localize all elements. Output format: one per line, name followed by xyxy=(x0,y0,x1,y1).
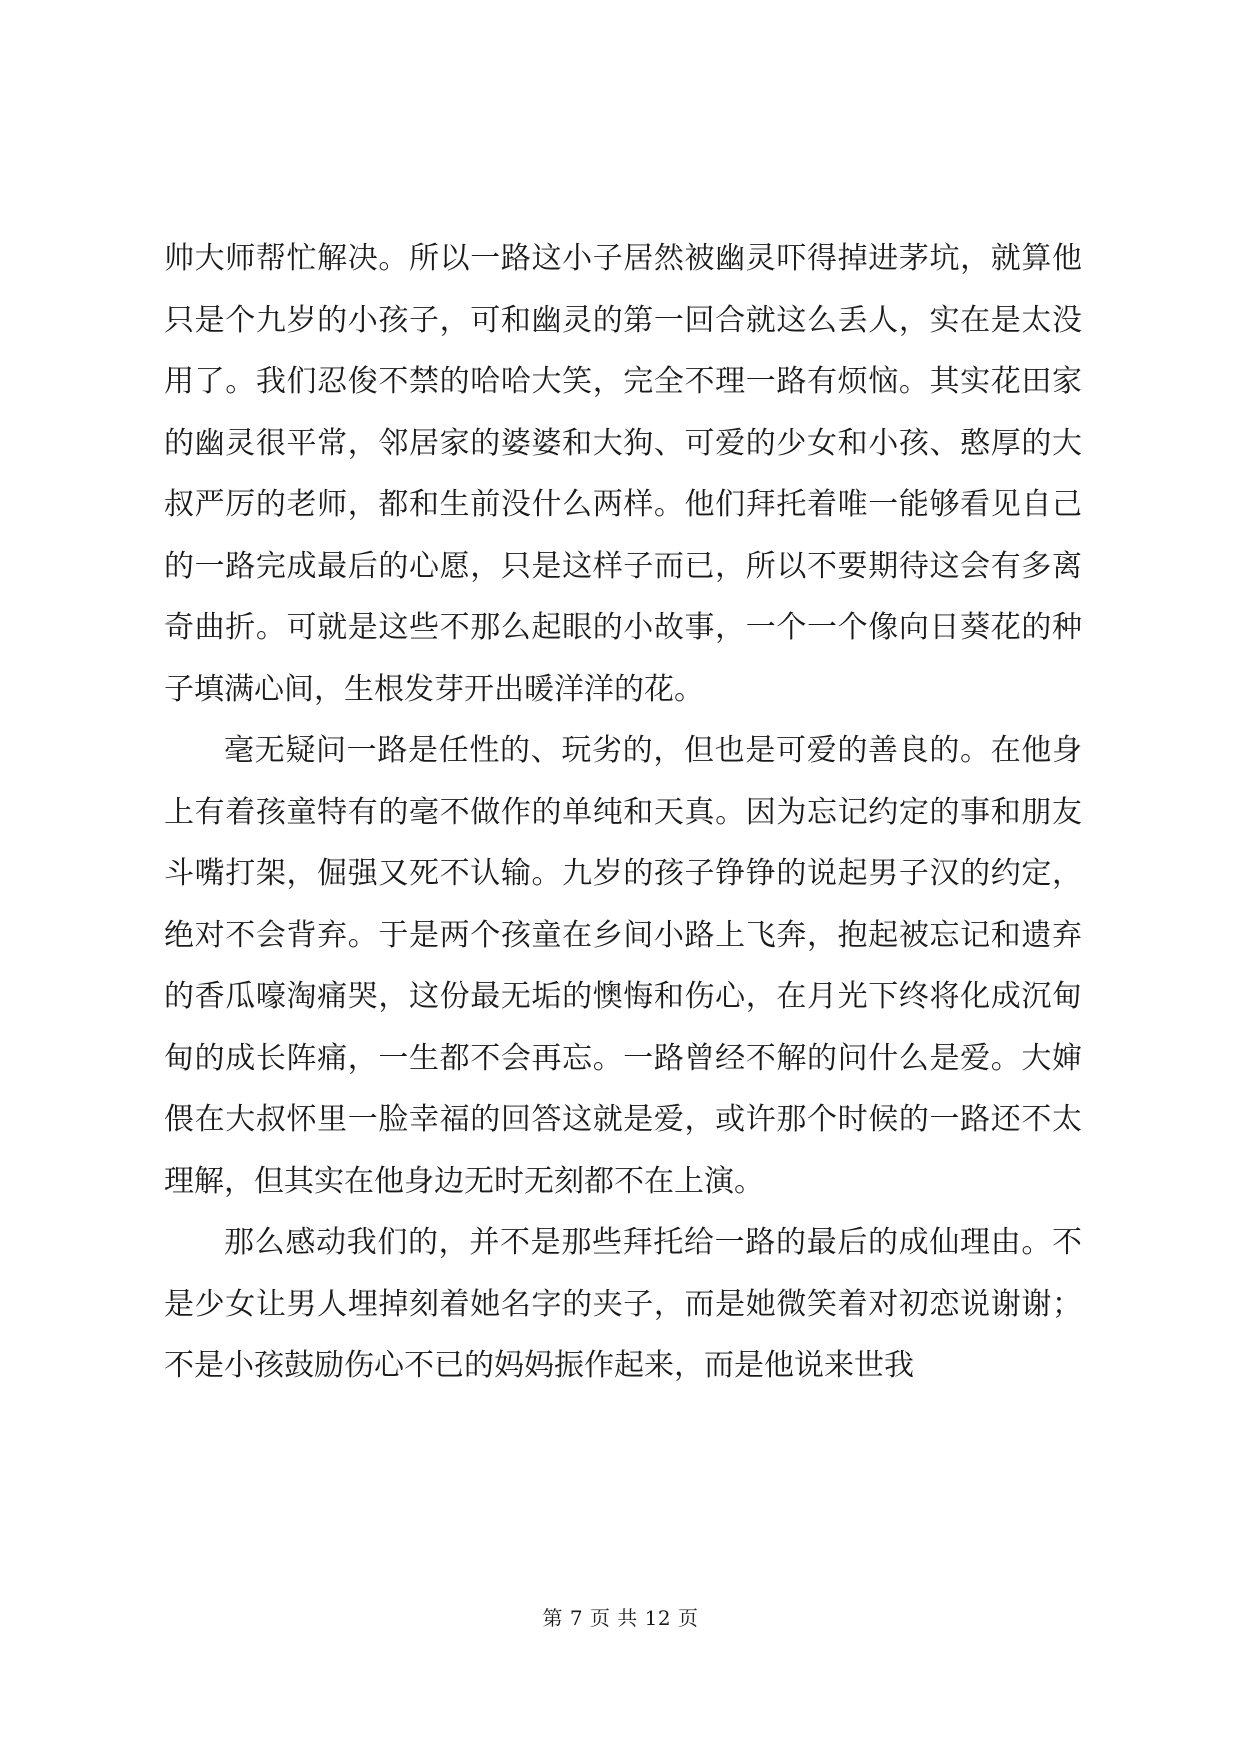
paragraph-1: 帅大师帮忙解决。所以一路这小子居然被幽灵吓得掉进茅坑，就算他只是个九岁的小孩子，可和幽灵的第一回合就这么丢人，实在是太没用了。我们忍俊不禁的哈哈大笑，完全不理一路有烦恼。其实花田家的幽灵很平常，邻居家的婆婆和大狗、可爱的少女和小孩、憨厚的大叔严厉的老师，都和生前没什么两样。他们拜托着唯一能够看见自己的一路完成最后的心愿，只是这样子而已，所以不要期待这会有多离奇曲折。可就是这些不那么起眼的小故事，一个一个像向日葵花的种子填满心间，生根发芽开出暖洋洋的花。 xyxy=(164,241,1082,707)
paragraph-2: 毫无疑问一路是任性的、玩劣的，但也是可爱的善良的。在他身上有着孩童特有的毫不做作的单纯和天真。因为忘记约定的事和朋友斗嘴打架，倔强又死不认输。九岁的孩子铮铮的说起男子汉的约定，绝对不会背弃。于是两个孩童在乡间小路上飞奔，抱起被忘记和遗弃的香瓜嚎淘痛哭，这份最无垢的懊悔和伤心，在月光下终将化成沉甸甸的成长阵痛，一生都不会再忘。一路曾经不解的问什么是爱。大婶偎在大叔怀里一脸幸福的回答这就是爱，或许那个时候的一路还不太理解，但其实在他身边无时无刻都不在上演。 xyxy=(164,733,1082,1199)
document-body xyxy=(164,228,1082,1397)
page-footer: 第 7 页 共 12 页 xyxy=(542,1606,699,1630)
paragraph-3: 那么感动我们的，并不是那些拜托给一路的最后的成仙理由。不是少女让男人埋掉刻着她名字的夹子，而是她微笑着对初恋说谢谢；不是小孩鼓励伤心不已的妈妈振作起来，而是他说来世我 xyxy=(164,1225,1082,1383)
